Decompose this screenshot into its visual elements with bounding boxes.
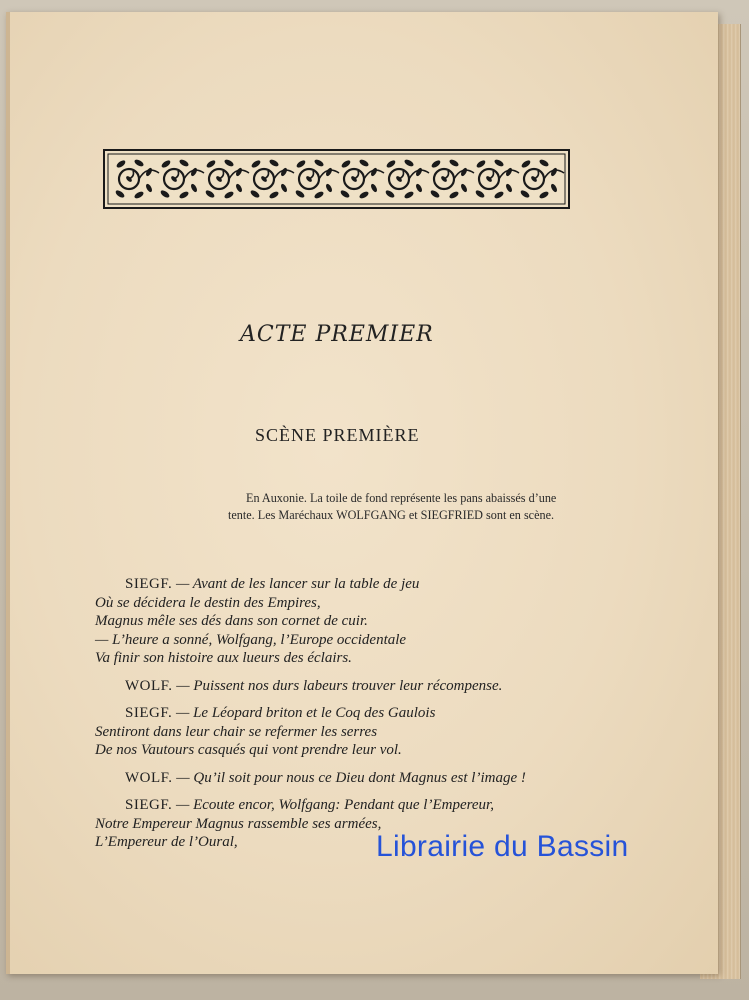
verse-line: Va finir son histoire aux lueurs des éclairs.	[95, 650, 352, 666]
scene-title: SCÈNE PREMIÈRE	[255, 425, 420, 445]
verse-line: — Ecoute encor, Wolfgang: Pendant que l’Empereur,	[175, 797, 494, 813]
verse-line: — Le Léopard briton et le Coq des Gaulois	[175, 705, 436, 721]
act-title: ACTE PREMIER	[240, 322, 434, 347]
speaker-name: WOLF.	[125, 677, 173, 694]
verse-line: De nos Vautours casqués qui vont prendre leur vol.	[95, 742, 402, 758]
verse-line: — Avant de les lancer sur la table de jeu	[175, 576, 420, 592]
leaf-vine-frieze-icon	[103, 149, 570, 209]
verse-line: — Puissent nos durs labeurs trouver leur récompense.	[176, 677, 503, 694]
speech-wolfgang-1	[95, 677, 595, 696]
speaker-name: SIEGF.	[125, 576, 173, 592]
dialogue	[95, 575, 595, 861]
verse-line: Notre Empereur Magnus rassemble ses armées,	[95, 815, 382, 832]
stage-direction: En Auxonie. La toile de fond représente les pans abaissés d’une tente. Les Maréchaux WOLFGANG et SIEGFRIED sont en scène.	[228, 491, 557, 522]
verse-line: — Qu’il soit pour nous ce Dieu dont Magnus est l’image !	[176, 769, 526, 786]
speaker-name: WOLF.	[125, 769, 173, 786]
speaker-name: SIEGF.	[125, 705, 173, 721]
verse-line: Magnus mêle ses dés dans son cornet de cuir.	[95, 613, 368, 629]
speech-siegfried-1	[95, 575, 595, 668]
speech-siegfried-2	[95, 704, 595, 760]
watermark: Librairie du Bassin	[376, 830, 629, 863]
speaker-name: SIEGF.	[125, 797, 173, 813]
verse-line: L’Empereur de l’Oural,	[95, 834, 238, 850]
verse-line: Où se décidera le destin des Empires,	[95, 594, 321, 611]
verse-line: Sentiront dans leur chair se refermer les serres	[95, 723, 378, 740]
speech-wolfgang-2	[95, 769, 595, 788]
verse-line: — L’heure a sonné, Wolfgang, l’Europe occidentale	[95, 631, 407, 648]
